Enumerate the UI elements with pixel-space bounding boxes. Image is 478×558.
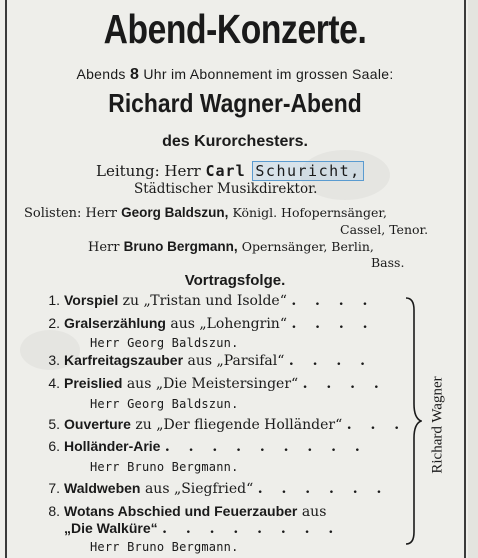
- item-title: Wotans Abschied und Feuerzauber: [64, 503, 298, 519]
- program-item: [40, 416, 406, 433]
- leader-dots: . . . .: [288, 353, 372, 369]
- item-title: Karfreitagszauber: [64, 352, 184, 368]
- item-title-cont: „Die Walküre“: [64, 520, 158, 536]
- item-title: Gralserzählung: [64, 315, 166, 331]
- announcement-line: [0, 66, 470, 84]
- program-item: [40, 292, 374, 309]
- item-detail: aus „Die Meistersinger“: [126, 376, 299, 392]
- announcement-rest: Uhr im Abonnement im grossen Saale:: [143, 66, 394, 82]
- item-detail: zu „Der fliegende Holländer“: [135, 417, 343, 433]
- conductor-first-name: Carl: [205, 162, 246, 180]
- conductor-last-name-highlight[interactable]: Schuricht,: [252, 161, 363, 181]
- program-subtitle: Richard Wagner-Abend: [108, 88, 362, 118]
- item-detail: aus „Lohengrin“: [170, 316, 287, 332]
- leader-dots: . . . .: [302, 376, 386, 392]
- program-item: [40, 375, 386, 392]
- leader-dots: . . . .: [291, 293, 375, 309]
- conductor-role: Städtischer Musikdirektor.: [134, 181, 318, 197]
- soloist-2: [88, 239, 374, 255]
- item-title: Waldweben: [64, 480, 141, 496]
- program-heading: Vortragsfolge.: [184, 272, 286, 289]
- soloist-1: [24, 205, 387, 221]
- leader-dots: . . . .: [291, 316, 375, 332]
- program-item: [40, 315, 375, 332]
- soloist-name: Bruno Bergmann,: [123, 239, 238, 254]
- item-title: Vorspiel: [64, 292, 119, 308]
- soloist-role: Königl. Hofopernsänger,: [232, 205, 387, 220]
- announcement-hour: 8: [129, 66, 140, 83]
- item-detail: aus: [301, 504, 327, 520]
- orchestra-name: des Kurorchesters: [162, 133, 304, 150]
- item-number: 5.: [48, 416, 60, 432]
- item-number: 1.: [48, 292, 60, 308]
- orchestra-line: [0, 133, 470, 151]
- composer-label: [428, 350, 448, 500]
- leader-dots: . . .: [346, 417, 407, 433]
- soloist-role-cont: Bass.: [371, 255, 405, 270]
- item-number: 3.: [48, 352, 60, 368]
- leader-dots: . . . . . . . .: [162, 521, 341, 537]
- item-number: 6.: [48, 438, 60, 454]
- program-item: [40, 438, 367, 455]
- program-item-cont: [64, 520, 340, 537]
- soloist-role-cont: Cassel, Tenor.: [340, 222, 429, 237]
- item-performer: Herr Georg Baldszun.: [90, 397, 239, 411]
- conductor-label: Leitung: Herr: [96, 162, 201, 180]
- item-detail: zu „Tristan und Isolde“: [122, 293, 287, 309]
- item-title: Preislied: [64, 375, 123, 391]
- item-performer: Herr Bruno Bergmann.: [90, 460, 239, 474]
- grouping-brace: [402, 296, 422, 546]
- item-title: Holländer-Arie: [64, 438, 161, 454]
- item-number: 2.: [48, 315, 60, 331]
- item-title: Ouverture: [64, 416, 131, 432]
- orchestra-period: .: [303, 133, 308, 150]
- conductor-line: [96, 161, 364, 181]
- page-title: Abend-Konzerte.: [103, 6, 367, 52]
- soloist-prefix: Herr: [88, 240, 120, 255]
- leader-dots: . . . . . .: [257, 481, 389, 497]
- item-detail: aus „Parsifal“: [187, 353, 285, 369]
- program-item: [40, 480, 388, 497]
- item-performer: Herr Georg Baldszun.: [90, 336, 239, 350]
- item-number: 4.: [48, 375, 60, 391]
- announcement-prefix: Abends: [76, 66, 126, 82]
- program-item: [40, 352, 372, 369]
- item-performer: Herr Bruno Bergmann.: [90, 540, 239, 554]
- soloist-name: Georg Baldszun,: [121, 205, 229, 220]
- soloist-prefix: Solisten: Herr: [24, 206, 117, 221]
- item-number: 7.: [48, 480, 60, 496]
- item-number: 8.: [48, 503, 60, 519]
- leader-dots: . . . . . . . . .: [164, 439, 367, 455]
- composer-name: Richard Wagner: [429, 376, 446, 474]
- program-item: [40, 503, 326, 520]
- soloist-role: Opernsänger, Berlin,: [241, 239, 374, 254]
- item-detail: aus „Siegfried“: [144, 481, 254, 497]
